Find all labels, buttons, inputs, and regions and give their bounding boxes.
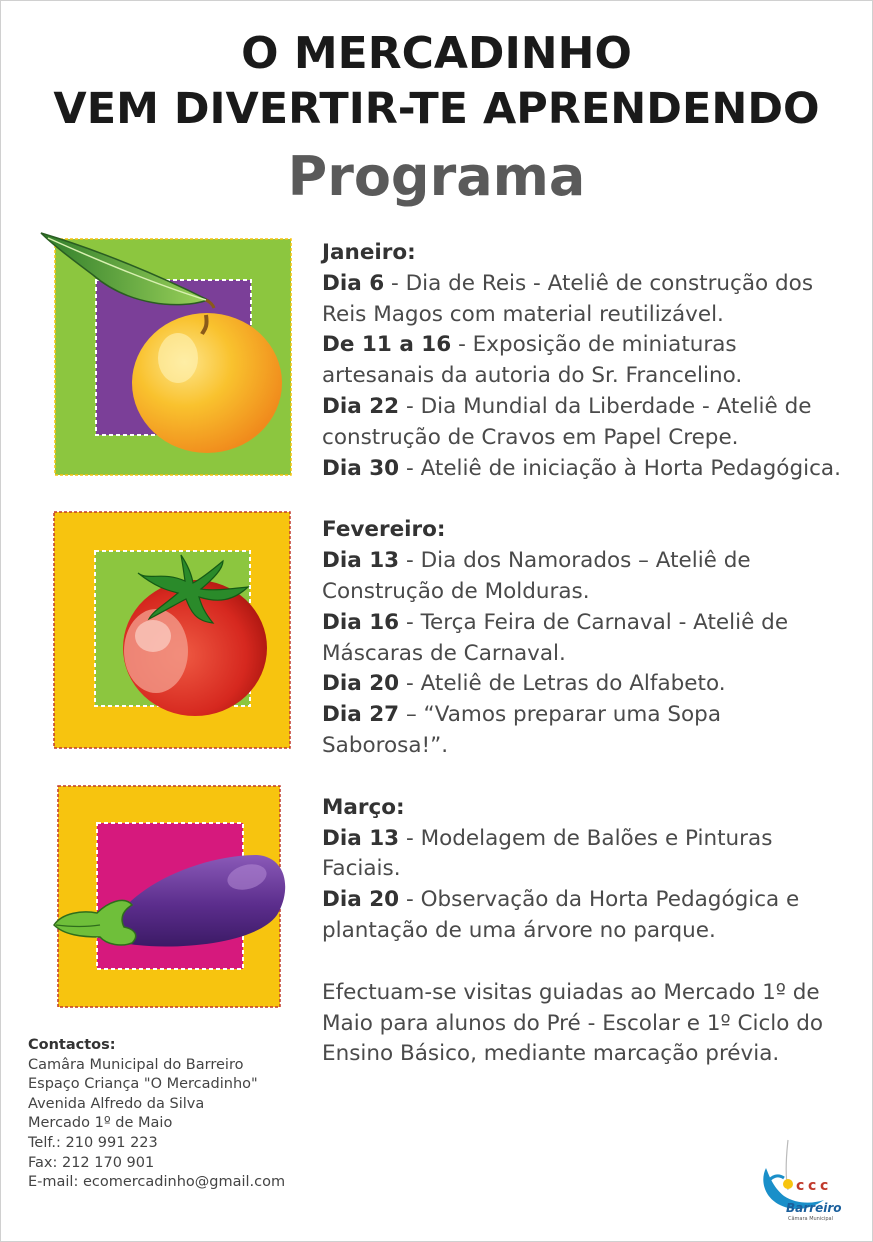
event-date: Dia 20 xyxy=(322,671,400,697)
eggplant-illustration xyxy=(52,785,292,1015)
tomato-illustration xyxy=(53,511,293,751)
svg-text:c: c xyxy=(796,1178,805,1194)
event-item xyxy=(322,330,852,392)
contact-phone: Telf.: 210 991 223 xyxy=(28,1134,158,1151)
event-text: - Exposição de miniaturas artesanais da autoria do Sr. Francelino. xyxy=(322,332,743,389)
barreiro-logo-icon xyxy=(758,1138,848,1228)
event-item xyxy=(322,454,852,485)
event-item xyxy=(322,608,852,670)
barreiro-logo xyxy=(758,1138,848,1232)
svg-text:c: c xyxy=(808,1178,817,1194)
contact-line: Camâra Municipal do Barreiro xyxy=(28,1056,244,1073)
event-date: Dia 20 xyxy=(322,887,400,913)
contact-line: Avenida Alfredo da Silva xyxy=(28,1095,205,1112)
program-schedule xyxy=(322,238,852,1070)
event-item xyxy=(322,885,852,947)
event-date: Dia 13 xyxy=(322,548,400,574)
event-text: - Dia dos Namorados – Ateliê de Construção de Molduras. xyxy=(322,548,751,604)
event-text: - Dia de Reis - Ateliê de construção dos Reis Magos com material reutilizável. xyxy=(322,270,814,327)
event-text: – “Vamos preparar uma Sopa Saborosa!”. xyxy=(322,702,722,758)
contacts-block xyxy=(28,1036,285,1193)
event-date: De 11 a 16 xyxy=(322,332,452,358)
event-date: Dia 27 xyxy=(322,702,400,728)
spacer xyxy=(322,484,852,515)
event-text: - Ateliê de iniciação à Horta Pedagógica. xyxy=(399,455,841,481)
event-item xyxy=(322,269,852,331)
title-programa: Programa xyxy=(287,145,586,208)
contact-email: E-mail: ecomercadinho@gmail.com xyxy=(28,1174,286,1191)
spacer xyxy=(322,762,852,793)
event-text: - Terça Feira de Carnaval - Ateliê de Máscaras de Carnaval. xyxy=(322,609,789,666)
month-heading-marco: Março: xyxy=(322,794,405,820)
event-item xyxy=(322,700,852,762)
event-date: Dia 13 xyxy=(322,825,400,851)
event-item xyxy=(322,546,852,608)
event-item xyxy=(322,824,852,886)
spacer xyxy=(322,947,852,978)
event-item xyxy=(322,392,852,454)
event-text: - Ateliê de Letras do Alfabeto. xyxy=(399,671,726,697)
visits-note: Efectuam-se visitas guiadas ao Mercado 1º de Maio para alunos do Pré - Escolar e 1º Ciclo do Ensino Básico, mediante marcação prévia. xyxy=(322,979,824,1067)
event-date: Dia 22 xyxy=(322,393,400,419)
contact-fax: Fax: 212 170 901 xyxy=(28,1154,155,1171)
contact-line: Espaço Criança "O Mercadinho" xyxy=(28,1076,258,1093)
event-item xyxy=(322,669,852,700)
title-line-2: VEM DIVERTIR-TE APRENDENDO xyxy=(53,84,820,134)
title-line-1: O MERCADINHO xyxy=(241,28,632,79)
event-date: Dia 6 xyxy=(322,270,385,296)
event-date: Dia 16 xyxy=(322,609,400,635)
month-heading-janeiro: Janeiro: xyxy=(322,240,416,265)
logo-sub: Câmara Municipal xyxy=(788,1216,834,1222)
event-text: - Modelagem de Balões e Pinturas Faciais. xyxy=(322,825,773,882)
logo-name: Barreiro xyxy=(786,1201,842,1215)
svg-text:c: c xyxy=(820,1178,829,1194)
event-date: Dia 30 xyxy=(322,455,400,481)
orange-illustration xyxy=(38,230,298,480)
contact-line: Mercado 1º de Maio xyxy=(28,1115,173,1132)
contacts-heading: Contactos: xyxy=(28,1037,116,1053)
event-text: - Observação da Horta Pedagógica e plantação de uma árvore no parque. xyxy=(322,887,800,943)
month-heading-fevereiro: Fevereiro: xyxy=(322,517,446,543)
event-text: - Dia Mundial da Liberdade - Ateliê de construção de Cravos em Papel Crepe. xyxy=(322,393,812,450)
